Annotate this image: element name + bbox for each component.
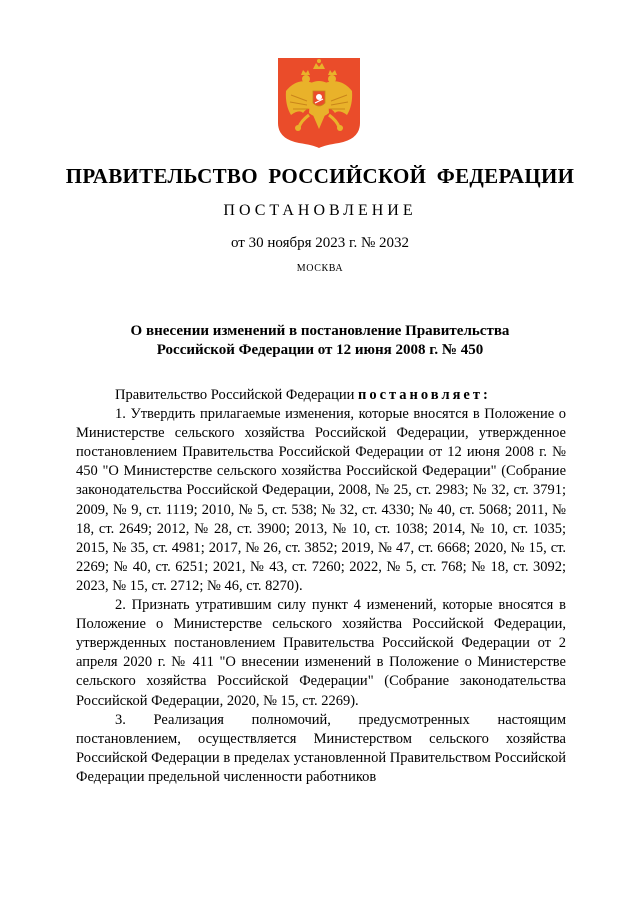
subject-line-1: О внесении изменений в постановление Правительства — [130, 323, 510, 339]
document-city: МОСКВА — [296, 263, 344, 274]
document-type: ПОСТАНОВЛЕНИЕ — [223, 202, 417, 219]
subject-line-2: Российской Федерации от 12 июня 2008 г. № 450 — [156, 342, 484, 358]
document-subject — [100, 322, 540, 360]
item-2-paragraph: 2. Признать утратившим силу пункт 4 изменений, которые вносятся в Положение о Министерстве сельского хозяйства Российской Федерации, утвержденных постановлением Правительства Российской Федерации от 2 апреля 2020 г. № 411 "О внесении изменений в Положение о Министерстве сельского хозяйства Российской Федерации" (Собрание законодательства Российской Федерации, 2020, № 15, ст. 2269). — [76, 597, 566, 709]
coat-of-arms-icon — [277, 57, 361, 149]
document-date-number: от 30 ноября 2023 г. № 2032 — [230, 235, 410, 251]
organization-title: ПРАВИТЕЛЬСТВО РОССИЙСКОЙ ФЕДЕРАЦИИ — [65, 164, 575, 188]
item-1-paragraph: 1. Утвердить прилагаемые изменения, которые вносятся в Положение о Министерстве сельского хозяйства Российской Федерации, утвержденное постановлением Правительства Российской Федерации от 12 июня 2008 г. № 450 "О Министерстве сельского хозяйства Российской Федерации" (Собрание законодательства Российской Федерации, 2008, № 25, ст. 2983; № 32, ст. 3791; 2009, № 9, ст. 1119; 2010, № 5, ст. 538; № 32, ст. 4330; № 40, ст. 5068; 2011, № 18, ст. 2649; 2012, № 28, ст. 3900; 2013, № 10, ст. 1038; 2014, № 10, ст. 1035; 2015, № 35, ст. 4981; 2017, № 26, ст. 3852; 2019, № 47, ст. 6668; 2020, № 15, ст. 2269; № 40, ст. 6251; 2021, № 43, ст. 7260; 2022, № 5, ст. 768; № 18, ст. 3092; 2023, № 15, ст. 2712; № 46, ст. 8270). — [76, 406, 566, 594]
intro-text: Правительство Российской Федерации — [115, 387, 358, 403]
intro-paragraph — [76, 386, 566, 405]
document-body — [76, 386, 566, 787]
intro-verb: постановляет: — [357, 387, 491, 403]
item-3-paragraph: 3. Реализация полномочий, предусмотренных настоящим постановлением, осуществляется Министерством сельского хозяйства Российской Федерации в пределах установленной Правительством Российской Федерации предельной численности работников — [76, 711, 566, 785]
